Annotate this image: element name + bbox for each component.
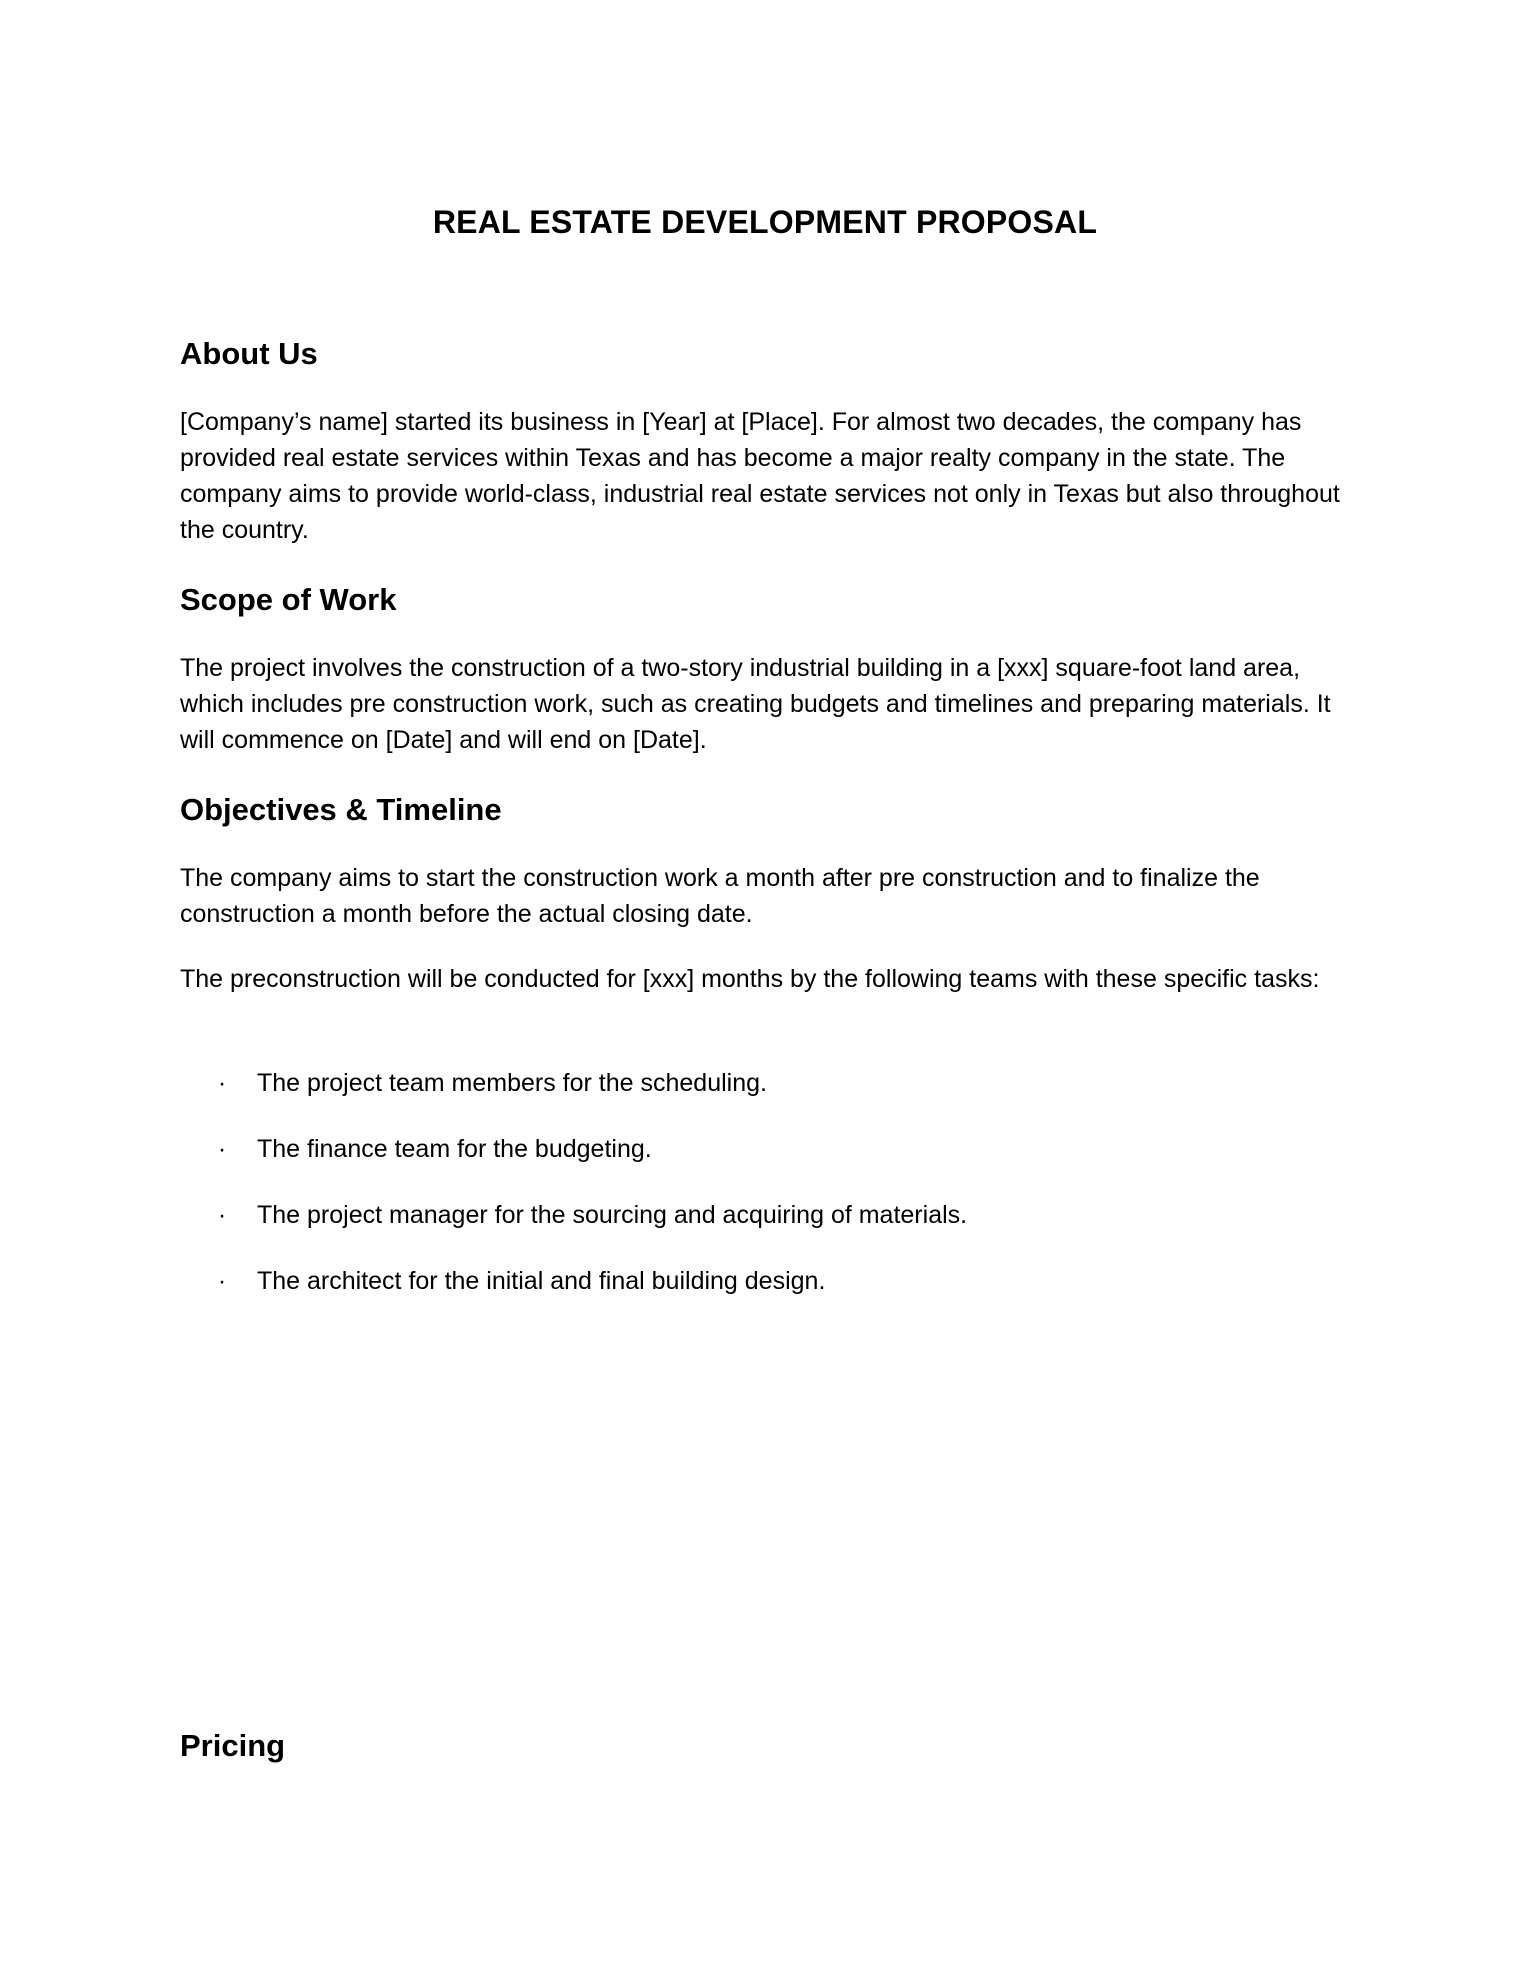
- preconstruction-paragraph: The preconstruction will be conducted for [xxx] months by the following teams with these specific tasks:: [180, 965, 1320, 993]
- about-us-paragraph: [Company’s name] started its business in [Year] at [Place]. For almost two decades, the company has provided real estate services within Texas and has become a major realty company in the state. The company aims to provide world-class, industrial real estate services not only in Texas but also throughout the country.: [180, 408, 1340, 544]
- document-title: REAL ESTATE DEVELOPMENT PROPOSAL: [432, 204, 1098, 240]
- bullet-icon: ·: [217, 1267, 227, 1295]
- heading-objectives-timeline: Objectives & Timeline: [180, 792, 502, 827]
- bullet-icon: ·: [217, 1201, 227, 1229]
- list-item: [180, 1065, 1345, 1101]
- list-item: [180, 1131, 1345, 1167]
- heading-pricing: Pricing: [180, 1728, 286, 1763]
- task-list: [180, 1065, 1345, 1329]
- list-item-text: The architect for the initial and final building design.: [257, 1267, 826, 1295]
- list-item-text: The project manager for the sourcing and acquiring of materials.: [257, 1201, 968, 1229]
- scope-of-work-paragraph: The project involves the construction of a two-story industrial building in a [xxx] square-foot land area, which includes pre construction work, such as creating budgets and timelines and preparing materials. It will commence on [Date] and will end on [Date].: [180, 654, 1331, 754]
- list-item-text: The finance team for the budgeting.: [257, 1135, 652, 1163]
- objectives-paragraph: The company aims to start the construction work a month after pre construction and to finalize the construction a month before the actual closing date.: [180, 864, 1260, 928]
- list-item-text: The project team members for the scheduling.: [257, 1069, 767, 1097]
- bullet-icon: ·: [217, 1069, 227, 1097]
- heading-about-us: About Us: [180, 336, 318, 371]
- list-item: [180, 1263, 1345, 1299]
- bullet-icon: ·: [217, 1135, 227, 1163]
- list-item: [180, 1197, 1345, 1233]
- heading-scope-of-work: Scope of Work: [180, 582, 397, 617]
